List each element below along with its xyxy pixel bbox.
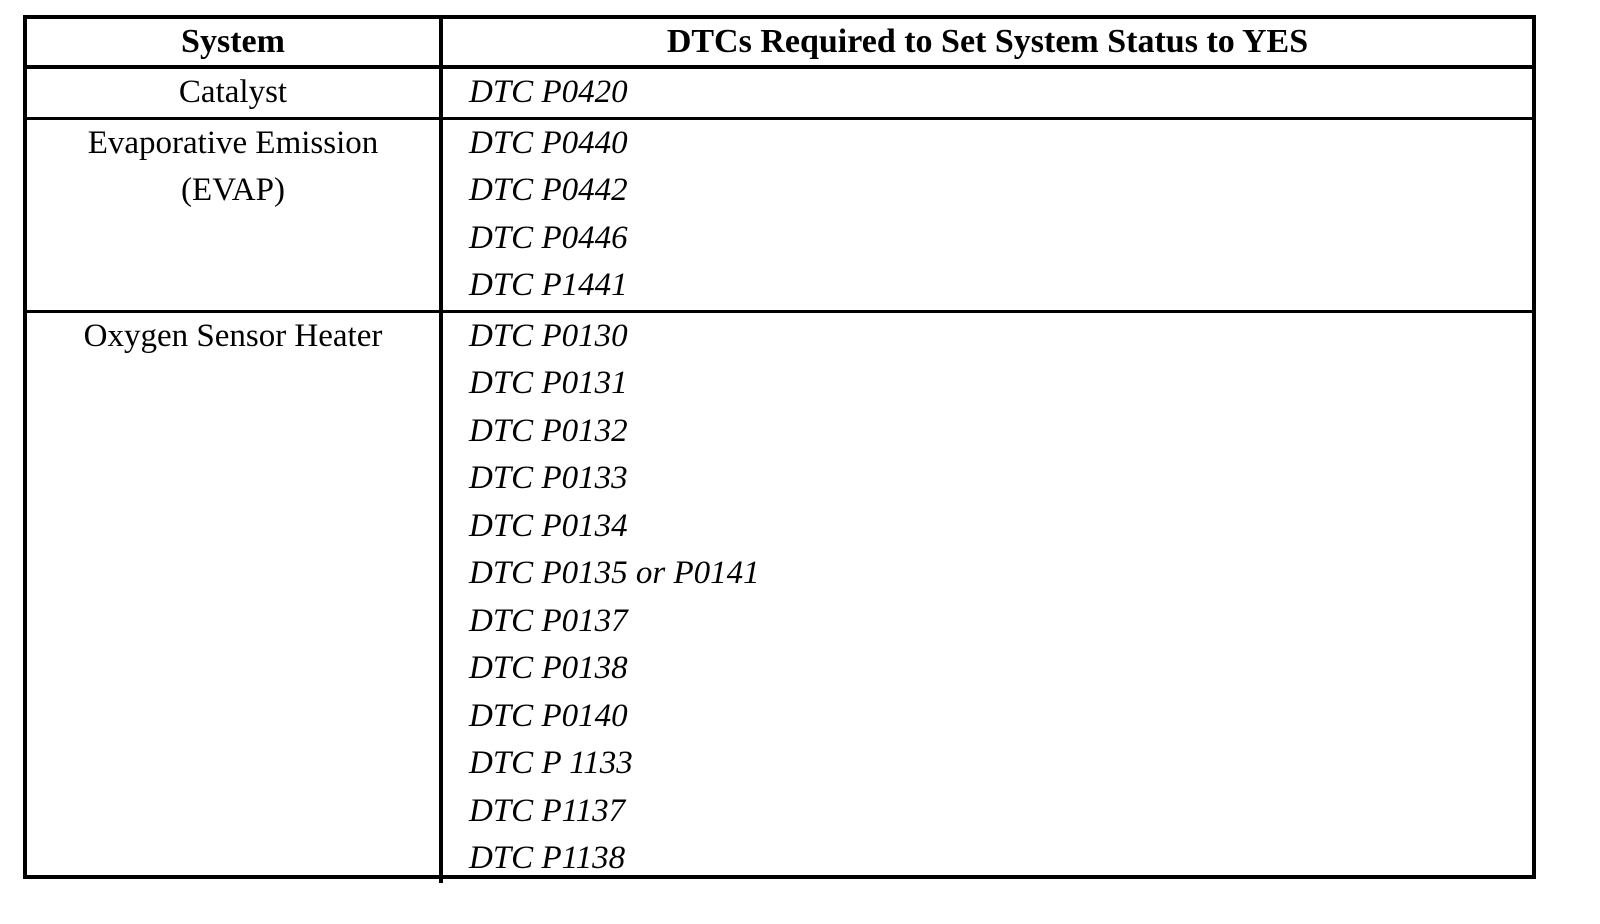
dtc-code: DTC P0446	[469, 219, 628, 256]
dtc-code: DTC P 1133	[469, 745, 633, 781]
system-cell: Catalyst	[27, 67, 441, 118]
dtc-list	[441, 67, 1532, 118]
table-row-oxygen-sensor-heater	[27, 311, 1532, 883]
table-row-evap	[27, 118, 1532, 311]
dtc-code: DTC P1441	[469, 267, 628, 303]
dtc-code: DTC P0133	[469, 460, 628, 496]
system-cell: Oxygen Sensor Heater	[27, 311, 441, 883]
dtc-code: DTC P0137	[469, 602, 628, 639]
dtc-code: DTC P1137	[469, 792, 626, 829]
system-cell: Evaporative Emission (EVAP)	[27, 118, 441, 311]
header-row	[27, 19, 1532, 67]
dtc-code: DTC P0440	[469, 124, 628, 161]
header-system: System	[27, 19, 441, 67]
dtc-code: DTC P1138	[469, 840, 626, 876]
dtc-code: DTC P0140	[469, 697, 628, 734]
dtc-code: DTC P0131	[469, 365, 628, 401]
dtc-code: DTC P0442	[469, 172, 628, 208]
dtc-code: DTC P0135 or P0141	[469, 555, 760, 591]
dtc-code: DTC P0420	[469, 74, 628, 110]
dtc-code: DTC P0132	[469, 412, 628, 449]
dtc-list	[441, 118, 1532, 311]
dtc-requirements-table	[27, 19, 1532, 883]
dtc-code: DTC P0138	[469, 650, 628, 686]
dtc-code: DTC P0130	[469, 317, 628, 354]
header-dtcs: DTCs Required to Set System Status to YES	[441, 19, 1532, 67]
table-row-catalyst	[27, 67, 1532, 118]
dtc-code: DTC P0134	[469, 507, 628, 544]
dtc-table-frame	[23, 15, 1536, 879]
dtc-list	[441, 311, 1532, 883]
